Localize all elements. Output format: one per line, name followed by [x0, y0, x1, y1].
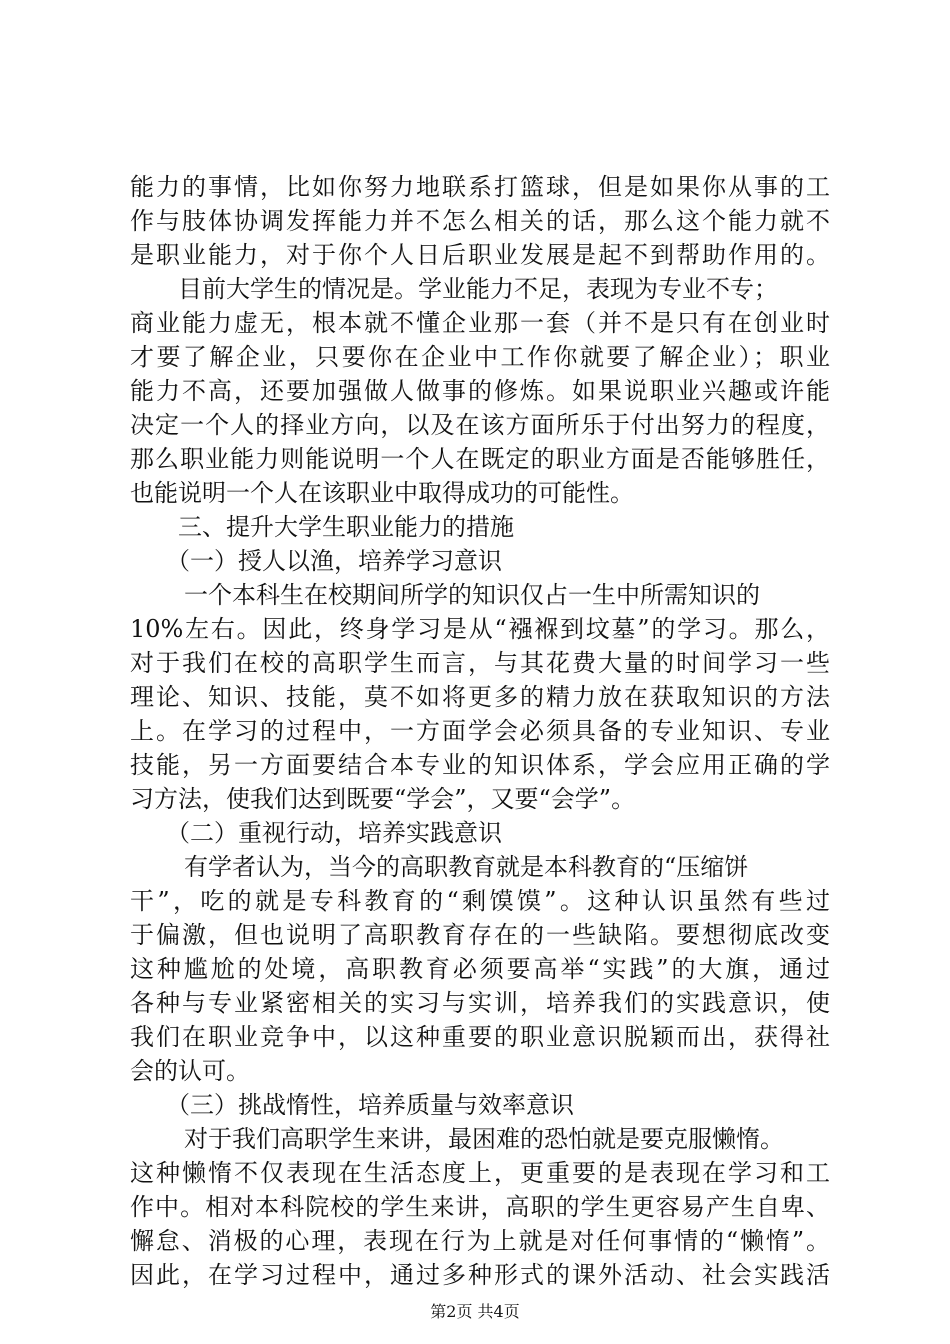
paragraph-line: 决定一个人的择业方向，以及在该方面所乐于付出努力的程度， [130, 411, 830, 439]
paragraph-line: 有学者认为，当今的高职教育就是本科教育的“压缩饼 [184, 853, 749, 881]
subsection-heading: （一）授人以渔，培养学习意识 [166, 547, 502, 575]
paragraph-line: 这种尴尬的处境，高职教育必须要高举“实践”的大旗，通过 [130, 955, 830, 983]
paragraph-line: 能力不高，还要加强做人做事的修炼。如果说职业兴趣或许能 [130, 377, 830, 405]
paragraph-line: 10%左右。因此，终身学习是从“襁褓到坟墓”的学习。那么， [130, 615, 830, 643]
subsection-heading: （二）重视行动，培养实践意识 [166, 819, 502, 847]
paragraph-line: 商业能力虚无，根本就不懂企业那一套（并不是只有在创业时 [130, 309, 830, 337]
paragraph-line: 干”，吃的就是专科教育的“剩馍馍”。这种认识虽然有些过 [130, 887, 830, 915]
paragraph-line: 各种与专业紧密相关的实习与实训，培养我们的实践意识，使 [130, 989, 830, 1017]
section-heading: 三、提升大学生职业能力的措施 [178, 513, 514, 541]
paragraph-line: 于偏激，但也说明了高职教育存在的一些缺陷。要想彻底改变 [130, 921, 830, 949]
paragraph-line: 那么职业能力则能说明一个人在既定的职业方面是否能够胜任， [130, 445, 830, 473]
paragraph-line: 上。在学习的过程中，一方面学会必须具备的专业知识、专业 [130, 717, 830, 745]
paragraph-line: 对于我们在校的高职学生而言，与其花费大量的时间学习一些 [130, 649, 830, 677]
paragraph-line: 技能，另一方面要结合本专业的知识体系，学会应用正确的学 [130, 751, 830, 779]
paragraph-line: 我们在职业竞争中，以这种重要的职业意识脱颖而出，获得社 [130, 1023, 830, 1051]
paragraph-line: 懈怠、消极的心理，表现在行为上就是对任何事情的“懒惰”。 [130, 1227, 830, 1255]
paragraph-line: 因此，在学习过程中，通过多种形式的课外活动、社会实践活 [130, 1261, 830, 1289]
paragraph-line: 也能说明一个人在该职业中取得成功的可能性。 [130, 479, 634, 507]
paragraph-line: 才要了解企业，只要你在企业中工作你就要了解企业）；职业 [130, 343, 830, 371]
paragraph-line: 理论、知识、技能，莫不如将更多的精力放在获取知识的方法 [130, 683, 830, 711]
paragraph-line: 习方法，使我们达到既要“学会”，又要“会学”。 [130, 785, 636, 813]
paragraph-line: 会的认可。 [130, 1057, 250, 1085]
paragraph-line: 能力的事情，比如你努力地联系打篮球，但是如果你从事的工 [130, 173, 830, 201]
paragraph-line: 对于我们高职学生来讲，最困难的恐怕就是要克服懒惰。 [184, 1125, 784, 1153]
paragraph-line: 一个本科生在校期间所学的知识仅占一生中所需知识的 [184, 581, 760, 609]
paragraph-line: 作与肢体协调发挥能力并不怎么相关的话，那么这个能力就不 [130, 207, 830, 235]
paragraph-line: 作中。相对本科院校的学生来讲，高职的学生更容易产生自卑、 [130, 1193, 830, 1221]
paragraph-line: 这种懒惰不仅表现在生活态度上，更重要的是表现在学习和工 [130, 1159, 830, 1187]
paragraph-line: 是职业能力，对于你个人日后职业发展是起不到帮助作用的。 [130, 241, 830, 269]
page-footer: 第2页 共4页 [430, 1302, 520, 1321]
subsection-heading: （三）挑战惰性，培养质量与效率意识 [166, 1091, 574, 1119]
paragraph-line: 目前大学生的情况是。学业能力不足，表现为专业不专； [178, 275, 778, 303]
